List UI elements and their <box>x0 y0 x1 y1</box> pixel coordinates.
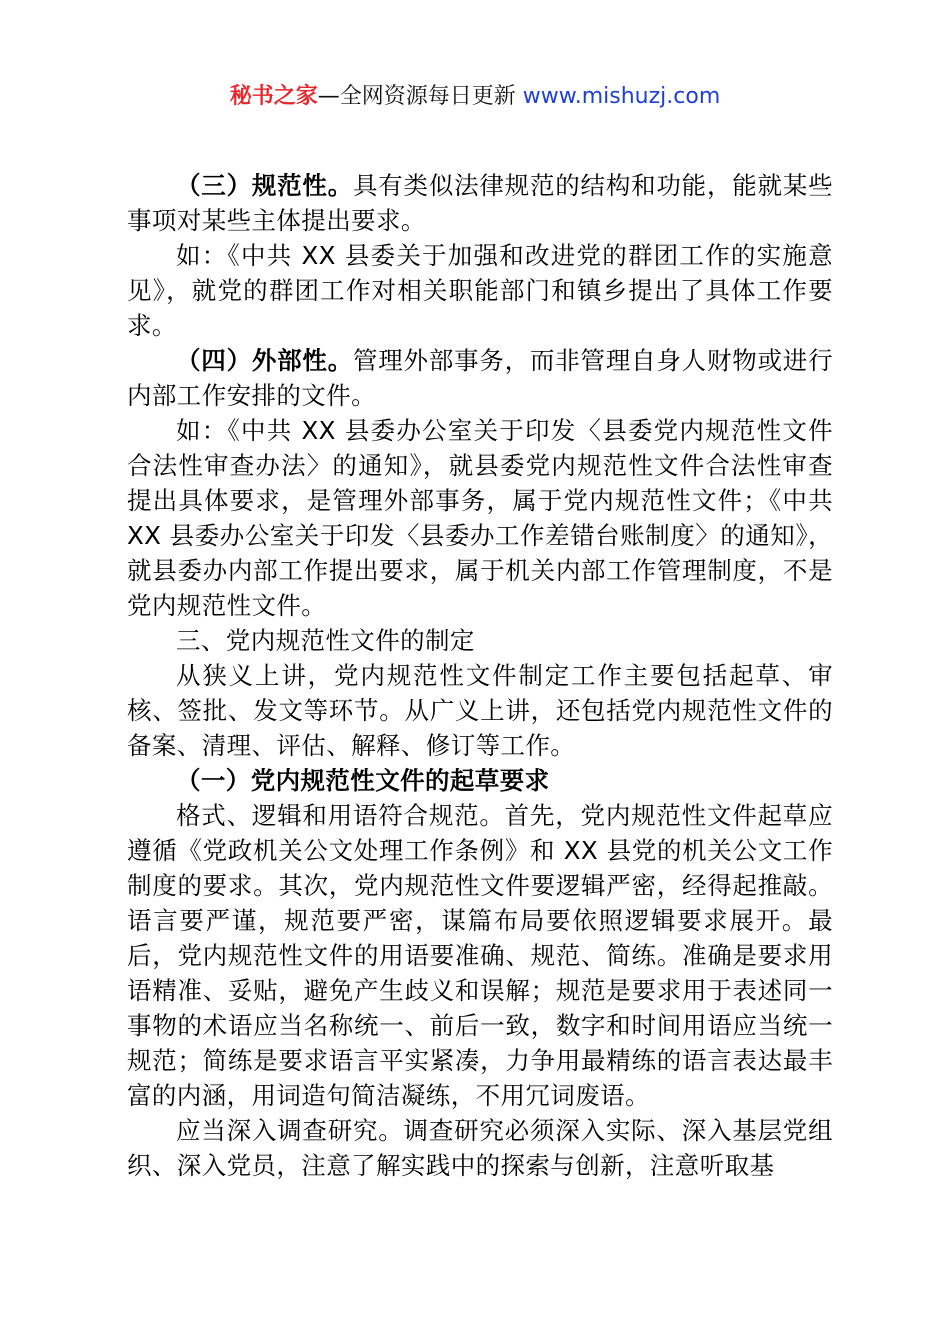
site-tagline: —全网资源每日更新 <box>317 84 523 109</box>
paragraph-text: 管理外部事务，而非管理自身人财物或进行内部工作安排的文件。 <box>127 346 833 410</box>
paragraph-scope: 从狭义上讲，党内规范性文件制定工作主要包括起草、审核、签批、发文等环节。从广义上讲，还包括党内规范性文件的备案、清理、评估、解释、修订等工作。 <box>127 661 833 760</box>
paragraph-text: 具有类似法律规范的结构和功能，能就某些事项对某些主体提出要求。 <box>127 171 833 235</box>
paragraph-format-logic: 格式、逻辑和用语符合规范。首先，党内规范性文件起草应遵循《党政机关公文处理工作条例》和 XX 县党的机关公文工作制度的要求。其次，党内规范性文件要逻辑严密，经得起推敲。语言要严谨，规范要严密，谋篇布局要依照逻辑要求展开。最后，党内规范性文件的用语要准确、规范、简练。准确是要求用语精准、妥贴，避免产生歧义和误解；规范是要求用于表述同一事物的术语应当名称统一、前后一致，数字和时间用语应当统一规范；简练是要求语言平实紧凑，力争用最精练的语言表达最丰富的内涵，用词造句简洁凝练，不用冗词废语。 <box>127 801 833 1110</box>
site-brand: 秘书之家 <box>229 84 318 109</box>
section-heading-3: 三、党内规范性文件的制定 <box>176 626 475 655</box>
section-label-externality: （四）外部性。 <box>176 346 353 375</box>
paragraph-research: 应当深入调查研究。调查研究必须深入实际、深入基层党组织、深入党员，注意了解实践中的探索与创新，注意听取基 <box>127 1116 833 1180</box>
paragraph-example-2: 如：《中共 XX 县委办公室关于印发〈县委党内规范性文件合法性审查办法〉的通知》，就县委党内规范性文件合法性审查提出具体要求，是管理外部事务，属于党内规范性文件；《中共 XX 县委办公室关于印发〈县委办工作差错台账制度〉的通知》，就县委办内部工作提出要求，属于机关内部工作管理制度，不是党内规范性文件。 <box>127 416 833 620</box>
paragraph-externality <box>127 343 833 413</box>
section-label-normativity: （三）规范性。 <box>176 171 353 200</box>
paragraph-normativity <box>127 168 833 238</box>
document-body <box>127 168 833 1183</box>
paragraph-example-1: 如：《中共 XX 县委关于加强和改进党的群团工作的实施意见》，就党的群团工作对相关职能部门和镇乡提出了具体工作要求。 <box>127 241 833 340</box>
site-header <box>0 82 950 112</box>
subsection-heading-drafting: （一）党内规范性文件的起草要求 <box>176 766 550 795</box>
site-url-link[interactable]: www.mishuzj.com <box>522 84 721 109</box>
